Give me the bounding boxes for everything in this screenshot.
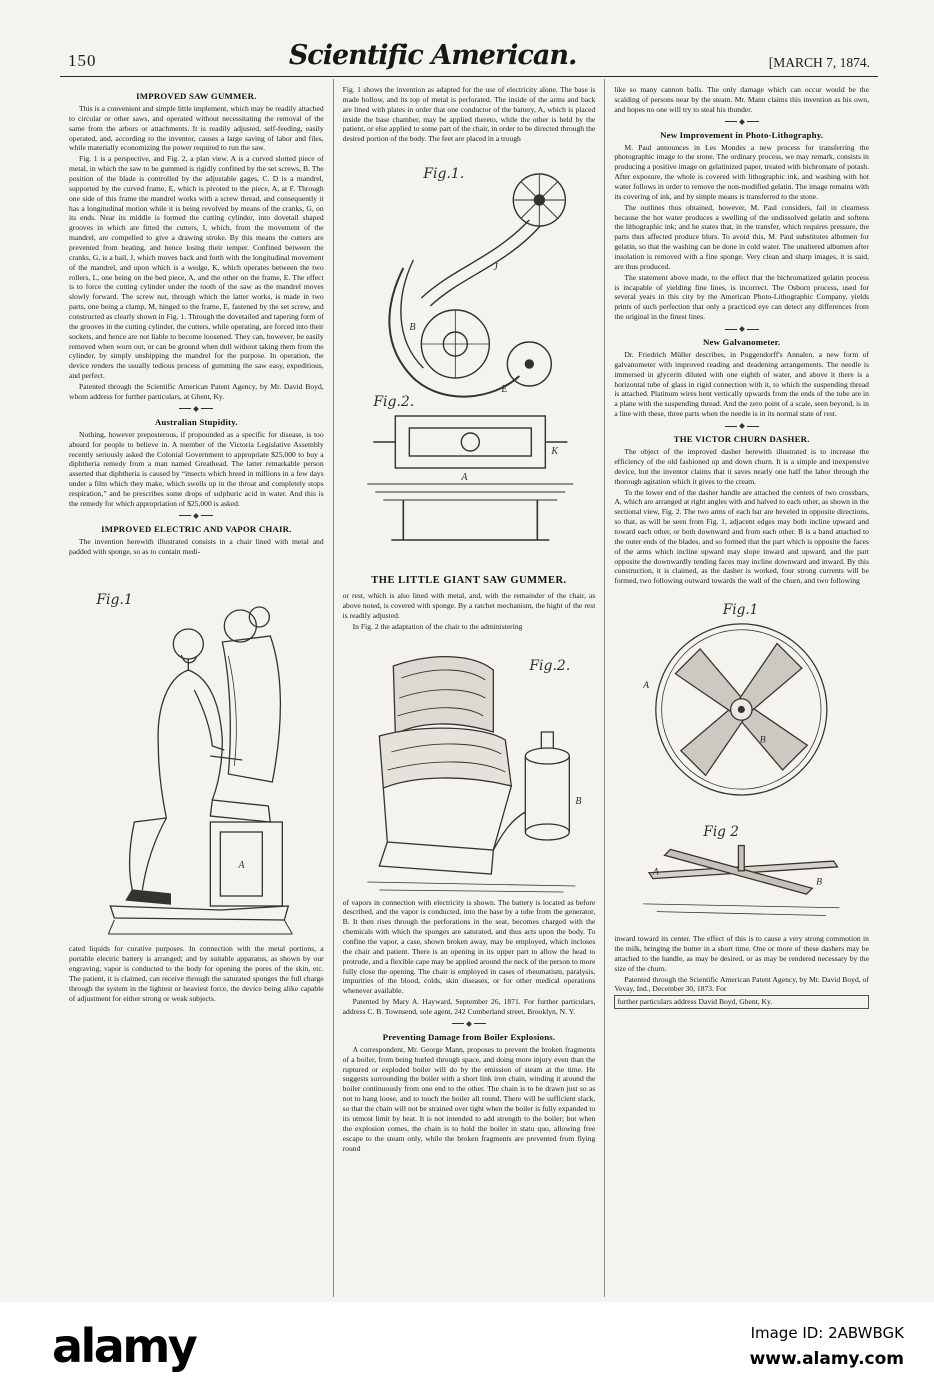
figure-part-label: B — [816, 876, 823, 888]
column-1 — [60, 79, 333, 1297]
article-paragraph: To the lower end of the dasher handle are attached the centers of two crossbars, A, which are arranged at right angles with and halved to each other, as shown in the sectional view, Fig. 2. The two arms of each bar are beveled in opposite directions, so that, as will be seen from Fig. 1, adjacent edges may both incline upward and toward each other, or both downward and from each other. B is a band attached to the outer ends of the blades, and so formed that the part which is opposite the faces of the arms which incline upward may slope inward and upward, and the part opposite the downwardly tending faces may incline downward and inward. By this construction, it is claimed, as the dasher is worked, four strong currents will be formed, two following outward towards the wall of the churn, and two following — [614, 487, 869, 586]
article-separator — [614, 327, 869, 331]
watermark-info — [750, 1324, 904, 1369]
article-heading: New Improvement in Photo-Lithography. — [660, 129, 824, 140]
figure-label: Fig.1. — [422, 166, 464, 183]
article-separator — [343, 1022, 596, 1026]
article-paragraph: Fig. 1 shows the invention as adapted for the use of electricity alone. The base is made hollow, and its top of metal is perforated. The inside of the arms and back are lined with plates in order that one conductor of the battery, A, which is placed inside the base chamber, may be applied thereto, while the other is held by the patient, or else applied to some part of the chair, in order to be directed through the desired portion of the body. The feet are placed in a trough — [342, 85, 596, 144]
chair-mechanism-figure — [343, 636, 596, 894]
figure-label: Fig.1 — [96, 592, 133, 609]
article-heading: Preventing Damage from Boiler Explosions. — [382, 1031, 556, 1042]
masthead-title: Scientific American. — [288, 40, 577, 71]
figure-part-label: A — [460, 472, 468, 484]
column-2 — [333, 79, 606, 1297]
figure-part-label: E — [500, 384, 508, 396]
figure-part-label: B — [760, 734, 767, 746]
article-paragraph: The outlines thus obtained, however, M. Paul considers, fail in clearness because the hot water produces a swelling of the undissolved gelatin and softens the lithographic ink; and he states that, in the transfer, which requires pressure, the parts thus affected produce blurs. To avoid this, M. Paul substitutes albumen for gelatin, so that the washing can be done in cold water. The unaltered albumen after insolation is removed with a fine sponge. Very clean and sharp images, it is said, are thus produced. — [614, 202, 869, 271]
article-paragraph: In Fig. 2 the adaptation of the chair to the administering — [352, 621, 523, 631]
figure-part-label: J — [492, 262, 498, 274]
article-separator — [614, 424, 869, 428]
article-separator — [69, 407, 324, 411]
figure-caption: THE LITTLE GIANT SAW GUMMER. — [371, 575, 567, 587]
figure-part-label: A — [653, 866, 660, 878]
article-paragraph: The invention herewith illustrated consists in a chair lined with metal and padded with sponge, so as to contain medi- — [69, 536, 324, 556]
figure-label: Fig.2. — [372, 394, 414, 411]
article-paragraph: inward toward its center. The effect of this is to cause a very strong commotion in the milk, bringing the butter in a short time. One or more of these dashers may be attached to the handle, as may be desired, or as may be rendered necessary by the size of the churn. — [614, 934, 869, 973]
figure-part-label: B — [408, 322, 416, 334]
alamy-url: www.alamy.com — [749, 1348, 904, 1369]
page-number: 150 — [68, 51, 97, 70]
saw-gummer-figure — [343, 148, 596, 568]
image-id: Image ID: 2ABWBGK — [750, 1323, 904, 1342]
article-paragraph: Patented through the Scientific American Patent Agency, by Mr. David Boyd, of Vevay, Ind., December 30, 1873. For — [614, 974, 869, 994]
figure-part-label: K — [550, 446, 558, 458]
article-paragraph: further particulars address David Boyd, Ghent, Ky. — [614, 995, 869, 1009]
article-heading: IMPROVED SAW GUMMER. — [136, 91, 257, 101]
article-paragraph: Fig. 1 is a perspective, and Fig. 2, a plan view. A is a curved slotted piece of metal, in which the saw to be gummed is rigidly confined by the set screws, B. The position of the blade is controlled by the adjustable gages, C. D is a mandrel, supported by the curved frame, E, which is pivoted to the piece, A, at F. Through one side of this frame the mandrel works with a screw thread, and consequently it has a longitudinal motion while it is being revolved by means of the cranks, G, on its ends. Near its middle is formed the cutting cylinder, into dovetail shaped grooves in which are fitted the cutters, I, which, from the movement of the mandrel, are compelled to give a drawing stroke. By this means the cutters are prevented from heating, and hence losing their temper. Confined between the cranks, G, is a bail, J, which moves back and forth with the longitudinal movement of the mandrel, and upon which is a wedge, K, which operates between the two rollers, L, one being on the bed piece, A, and the other on the frame, E. The effect is to force the cutting cylinder under the tooth of the saw as the mandrel moves slowly forward. The screw nut, through which the latter works, is made in two parts, one being a clamp, M, hinged to the frame, E, fastened by the set screw, and constructed as clearly shown in Fig. 1. Through the dovetailed and tapering form of the grooves in the cutting cylinder, the cutters, while operating, are forced into their sockets, and hence are not liable to become loosened. They can, however, be easily removed when worn out, or can be ground when dull without taking them from the cylinder, by simply unshipping the mandrel for the purpose. In operation, the device renders the usually tedious process of gumming the saw easy, expeditious, and perfect. — [69, 154, 324, 381]
figure-part-label: A — [643, 680, 650, 692]
page-header — [60, 40, 878, 77]
article-paragraph: cated liquids for curative purposes. In connection with the metal portions, a portable electric battery is arranged; and by suitable apparatus, as shown by our engraving, vapor is conducted to the body for opening the pores of the skin, etc. The patient, it is claimed, can receive through the saturated sponges the full charge through the system in the lightest or heaviest force, the device being alike capable of adjustment for either strong or weak subjects. — [69, 944, 324, 1003]
vapor-chair-engraving — [69, 560, 324, 940]
article-paragraph: of vapors in connection with electricity is shown. The battery is located as before described, and the vapor is conducted, into the base by a tube from the generator, B. It then rises through the perforations in the seat, becomes charged with the chemicals with which the sponges are saturated, and thus acts upon the body. To confine the vapor, a case, shown broken away, may be employed, which incloses the chair and patient. There is an opening in its upper part to allow the head to protrude, and a flexible cape may be applied around the neck of the person to more fully close the opening. The chair is employed in cases of rheumatism, paralysis, impurities of the blood, colds, skin diseases, or for other medical operations whenever available. — [342, 897, 596, 996]
watermark-bar — [0, 1302, 934, 1390]
article-heading: IMPROVED ELECTRIC AND VAPOR CHAIR. — [101, 523, 292, 534]
article-heading: THE VICTOR CHURN DASHER. — [673, 434, 810, 445]
figure-part-label: B — [574, 795, 582, 807]
article-paragraph: This is a convenient and simple little implement, which may be readily attached to circular or other saws, and operated without necessitating the removal of the same from the arbors or attachments. It is readily adjusted, self-feeding, easily operated, and, according to the inventor, causes a large saving of labor and files, while materially economizing the power required to run the saw. — [69, 104, 324, 153]
figure-part-label: A — [238, 860, 245, 872]
article-heading: Australian Stupidity. — [154, 416, 238, 427]
article-paragraph: The statement above made, to the effect that the bichromatized gelatin process is incapable of yielding fine lines, is incorrect. The Osborn process, used for several years in this city by the American Photo-Lithographic Company, yields prints of such perfection that only a practiced eye can detect any differences from the original in the finest lines. — [614, 272, 869, 322]
figure-label: Fig.1 — [723, 602, 759, 619]
churn-dasher-figure — [614, 590, 869, 930]
article-paragraph: The object of the improved dasher herewith illustrated is to increase the efficiency of the old fashioned up and down churn. It is a simple and inexpensive device, but the inventor claims that it saves nearly one half the labor through the thorough agitation which it gives to the cream. — [614, 447, 869, 486]
article-paragraph: A correspondent, Mr. George Mann, proposes to prevent the broken fragments of a boiler, from being hurled through space, and doing more injury even than the ruptured or exploded boiler will do by the emission of steam at the time. He suggests surrounding the boiler with a short link iron chain, winding it around the boiler continuously from one end to the other. The chain is to be drawn just so as not to hang loose, and to touch the boiler all round. There will be sufficient slack, so that the chain will not be strained over tight when the boiler is fully expanded to its utmost limit by heat. It is not intended to add strength to the boiler; but when the explosion comes, the chain is to hold the boiler in statu quo, allowing free escape to the steam only, while the broken fragments are prevented from flying round — [342, 1044, 596, 1153]
column-3 — [605, 79, 878, 1297]
column-layout — [60, 79, 878, 1297]
churn-dasher-engraving — [614, 590, 869, 930]
article-paragraph: Patented through the Scientific American Patent Agency, by Mr. David Boyd, whom address for further particulars, at Ghent, Ky. — [69, 382, 324, 401]
article-paragraph: like so many cannon balls. The only damage which can occur would be the scalding of persons near by the steam. Mr. Mann claims this invention as his own, and hopes no one will try to steal his thunder. — [614, 85, 869, 114]
figure-label: Fig 2 — [703, 823, 740, 840]
saw-gummer-engraving — [343, 148, 596, 568]
article-separator — [614, 120, 869, 124]
vapor-chair-figure — [69, 560, 324, 940]
article-paragraph: Dr. Friedrich Müller describes, in Poggendorff's Annalen, a new form of galvanometer with improved reading and deadening arrangements. The needle is immersed in glycerin diluted with one eighth of water, and above it there is a horizontal tube of glass in rigid connection with it, to which the suspending thread is attached. Platinum wires bent vertically upwards from the ends of the tube are in a plane with the suspending thread. And the zero point of a scale, seen beyond, is in a line with these, three parts when the needle is in its normal state of rest. — [614, 350, 869, 419]
article-heading: New Galvanometer. — [702, 337, 781, 348]
issue-date: [MARCH 7, 1874. — [768, 55, 870, 70]
figure-label: Fig.2. — [528, 657, 570, 674]
article-separator — [69, 514, 324, 518]
chair-mechanism-engraving — [343, 636, 596, 894]
article-paragraph: Patented by Mary A. Hayward, September 26, 1871. For further particulars, address C. B. Townsend, sole agent, 242 Cumberland street, Brooklyn, N. Y. — [342, 997, 596, 1017]
article-paragraph: Nothing, however preposterous, if propounded as a specific for disease, is too absurd for people to believe in. A member of the Victoria Legislative Assembly recently seriously asked the Colonial Government to appropriate $25,000 to buy a diphtheria remedy from a man named Greathead. The latter remarkable person asserted that diphtheria is caused by “insects which breed in millions in a few days under a film which they make, which swells up in the throat and completely stops respiration,” and he prescribes some drops of sulphuric acid in water. And this is the remedy for which appropriation of $25,000 is asked. — [69, 429, 324, 508]
alamy-logo: alamy — [52, 1319, 196, 1373]
article-paragraph: or rest, which is also lined with metal, and, with the remainder of the chair, as above noted, is covered with sponge. By a ratchet mechanism, the hight of the rest is readily adjusted. — [342, 591, 596, 620]
article-paragraph: M. Paul announces in Les Mondes a new process for transferring the photographic image to the stone. The ordinary process, we may remark, consists in producing a positive image on gelatinized paper, treated with bichromate of potash. After exposure, the whole is covered with lithographic ink, and washing with hot water follows in order to remove the non-modified gelatin. The image remains with its covering of ink, and by simple means is transferred to the stone. — [614, 142, 869, 201]
